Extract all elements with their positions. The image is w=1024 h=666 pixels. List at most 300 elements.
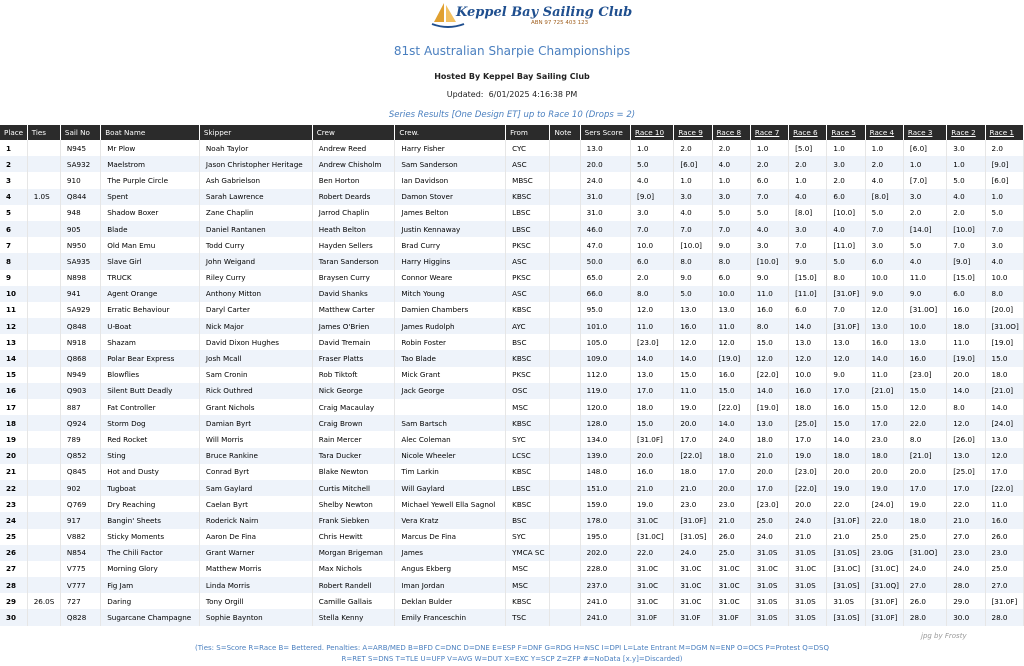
cell-from: KBSC [506, 350, 550, 366]
cell-race-10: 31.0C [631, 577, 674, 593]
cell-race-9: 1.0 [674, 172, 712, 188]
cell-race-2: 30.0 [947, 609, 985, 625]
cell-crew: Rain Mercer [312, 431, 395, 447]
table-row [0, 367, 1024, 383]
cell-boat-name: Old Man Emu [101, 237, 200, 253]
cell-race-8: 31.0C [712, 561, 750, 577]
cell-ties [27, 334, 60, 350]
cell-sail-no: V882 [60, 529, 100, 545]
cell-sail-no: N950 [60, 237, 100, 253]
cell-race-6: 12.0 [789, 350, 827, 366]
cell-race-7: 24.0 [750, 529, 788, 545]
cell-race-3: 22.0 [903, 415, 946, 431]
cell-from: LBSC [506, 221, 550, 237]
cell-race-9: 9.0 [674, 270, 712, 286]
cell-place: 5 [0, 205, 27, 221]
cell-race-2: 28.0 [947, 577, 985, 593]
results-body [0, 140, 1024, 626]
cell-from: PKSC [506, 367, 550, 383]
cell-race-1: 7.0 [985, 221, 1024, 237]
table-row [0, 609, 1024, 625]
cell-race-10: 13.0 [631, 367, 674, 383]
cell-race-5: 9.0 [827, 367, 865, 383]
cell-race-8: 3.0 [712, 189, 750, 205]
cell-crew: Heath Belton [312, 221, 395, 237]
table-row [0, 156, 1024, 172]
cell-crew-2: Will Gaylard [395, 480, 506, 496]
cell-race-10: 4.0 [631, 172, 674, 188]
cell-race-10: 17.0 [631, 383, 674, 399]
cell-note [550, 205, 580, 221]
cell-skipper: Damian Byrt [199, 415, 312, 431]
cell-boat-name: Maelstrom [101, 156, 200, 172]
cell-skipper: Grant Nichols [199, 399, 312, 415]
cell-race-5: [31.0S] [827, 545, 865, 561]
cell-race-1: 18.0 [985, 367, 1024, 383]
cell-race-4: [31.0C] [865, 561, 903, 577]
cell-race-5: 3.0 [827, 156, 865, 172]
cell-note [550, 286, 580, 302]
cell-race-3: 25.0 [903, 529, 946, 545]
cell-ties [27, 464, 60, 480]
cell-race-7: 17.0 [750, 480, 788, 496]
cell-boat-name: Dry Reaching [101, 496, 200, 512]
cell-ties [27, 367, 60, 383]
cell-race-5: 20.0 [827, 464, 865, 480]
cell-race-8: 31.0C [712, 577, 750, 593]
cell-boat-name: Shazam [101, 334, 200, 350]
table-row [0, 512, 1024, 528]
cell-race-4: 25.0 [865, 529, 903, 545]
table-row [0, 270, 1024, 286]
cell-crew: Craig Macaulay [312, 399, 395, 415]
cell-race-4: [31.0F] [865, 593, 903, 609]
cell-note [550, 512, 580, 528]
cell-race-5: 5.0 [827, 253, 865, 269]
cell-crew: Stella Kenny [312, 609, 395, 625]
cell-race-2: 5.0 [947, 172, 985, 188]
cell-race-10: 31.0F [631, 609, 674, 625]
cell-from: AYC [506, 318, 550, 334]
cell-sers-score: 178.0 [580, 512, 630, 528]
cell-race-2: 4.0 [947, 189, 985, 205]
cell-race-2: [19.0] [947, 350, 985, 366]
cell-ties [27, 237, 60, 253]
cell-ties: 26.0S [27, 593, 60, 609]
col-race-3-link[interactable]: Race 3 [903, 125, 946, 140]
cell-crew-2: Damon Stover [395, 189, 506, 205]
cell-place: 3 [0, 172, 27, 188]
cell-ties [27, 270, 60, 286]
cell-race-1: 15.0 [985, 350, 1024, 366]
cell-race-9: 21.0 [674, 480, 712, 496]
cell-note [550, 399, 580, 415]
cell-boat-name: Bangin' Sheets [101, 512, 200, 528]
cell-race-7: 5.0 [750, 205, 788, 221]
cell-skipper: Grant Warner [199, 545, 312, 561]
series-results-heading: Series Results [One Design ET] up to Race 10 (Drops = 2) [388, 110, 636, 120]
cell-race-6: 17.0 [789, 431, 827, 447]
cell-place: 29 [0, 593, 27, 609]
legend-footer [0, 643, 1024, 665]
cell-sers-score: 95.0 [580, 302, 630, 318]
cell-crew-2: Sam Bartsch [395, 415, 506, 431]
cell-sers-score: 159.0 [580, 496, 630, 512]
cell-sers-score: 50.0 [580, 253, 630, 269]
cell-race-4: 23.0 [865, 431, 903, 447]
cell-race-2: 2.0 [947, 205, 985, 221]
cell-race-10: 10.0 [631, 237, 674, 253]
cell-from: PKSC [506, 270, 550, 286]
cell-sail-no: Q868 [60, 350, 100, 366]
cell-skipper: John Weigand [199, 253, 312, 269]
cell-race-2: 16.0 [947, 302, 985, 318]
cell-race-2: 6.0 [947, 286, 985, 302]
cell-race-1: 12.0 [985, 448, 1024, 464]
cell-skipper: Linda Morris [199, 577, 312, 593]
cell-from: BSC [506, 512, 550, 528]
cell-race-2: [26.0] [947, 431, 985, 447]
cell-race-6: 7.0 [789, 237, 827, 253]
cell-boat-name: Storm Dog [101, 415, 200, 431]
cell-race-4: 11.0 [865, 367, 903, 383]
cell-skipper: Bruce Rankine [199, 448, 312, 464]
cell-sers-score: 31.0 [580, 189, 630, 205]
cell-race-9: 3.0 [674, 189, 712, 205]
cell-skipper: Josh Mcall [199, 350, 312, 366]
cell-race-5: 15.0 [827, 415, 865, 431]
cell-place: 20 [0, 448, 27, 464]
cell-race-3: 9.0 [903, 286, 946, 302]
cell-boat-name: Erratic Behaviour [101, 302, 200, 318]
cell-crew: Curtis Mitchell [312, 480, 395, 496]
cell-note [550, 577, 580, 593]
col-boat-name: Boat Name [101, 125, 200, 140]
cell-skipper: Noah Taylor [199, 140, 312, 156]
col-race-7-link[interactable]: Race 7 [750, 125, 788, 140]
col-race-6-link[interactable]: Race 6 [789, 125, 827, 140]
cell-boat-name: Tugboat [101, 480, 200, 496]
cell-race-9: 31.0C [674, 561, 712, 577]
cell-race-1: [6.0] [985, 172, 1024, 188]
cell-note [550, 529, 580, 545]
cell-sail-no: Q844 [60, 189, 100, 205]
cell-race-10: 8.0 [631, 286, 674, 302]
cell-race-7: 25.0 [750, 512, 788, 528]
cell-race-7: 31.0S [750, 593, 788, 609]
cell-race-5: [31.0S] [827, 609, 865, 625]
table-row [0, 140, 1024, 156]
cell-crew: Rob Tiktoft [312, 367, 395, 383]
table-row [0, 561, 1024, 577]
table-header-row [0, 125, 1024, 140]
cell-ties [27, 512, 60, 528]
cell-race-3: 8.0 [903, 431, 946, 447]
cell-skipper: Daryl Carter [199, 302, 312, 318]
cell-crew-2: Sam Sanderson [395, 156, 506, 172]
cell-race-5: [10.0] [827, 205, 865, 221]
cell-sers-score: 120.0 [580, 399, 630, 415]
col-race-8-link[interactable]: Race 8 [712, 125, 750, 140]
table-row [0, 221, 1024, 237]
cell-race-9: [22.0] [674, 448, 712, 464]
cell-sail-no: N854 [60, 545, 100, 561]
cell-race-5: 2.0 [827, 172, 865, 188]
cell-crew: Camille Gallais [312, 593, 395, 609]
cell-race-10: 5.0 [631, 156, 674, 172]
cell-race-1: 16.0 [985, 512, 1024, 528]
cell-race-8: 14.0 [712, 415, 750, 431]
col-race-5-link[interactable]: Race 5 [827, 125, 865, 140]
cell-race-1: 8.0 [985, 286, 1024, 302]
cell-race-4: 7.0 [865, 221, 903, 237]
cell-race-8: 1.0 [712, 172, 750, 188]
cell-race-10: [9.0] [631, 189, 674, 205]
cell-race-3: 27.0 [903, 577, 946, 593]
cell-note [550, 448, 580, 464]
cell-crew-2: James Rudolph [395, 318, 506, 334]
cell-race-10: 18.0 [631, 399, 674, 415]
cell-race-8: [19.0] [712, 350, 750, 366]
cell-race-9: [31.0F] [674, 512, 712, 528]
cell-race-10: 16.0 [631, 464, 674, 480]
page-title: 81st Australian Sharpie Championships [393, 44, 631, 58]
cell-skipper: Aaron De Fina [199, 529, 312, 545]
cell-race-4: 23.0G [865, 545, 903, 561]
cell-race-7: 6.0 [750, 172, 788, 188]
cell-race-3: [6.0] [903, 140, 946, 156]
cell-race-7: 16.0 [750, 302, 788, 318]
cell-race-4: 16.0 [865, 334, 903, 350]
cell-race-8: 6.0 [712, 270, 750, 286]
col-race-4-link[interactable]: Race 4 [865, 125, 903, 140]
cell-crew-2: Marcus De Fina [395, 529, 506, 545]
cell-crew: Jarrod Chaplin [312, 205, 395, 221]
cell-from: TSC [506, 609, 550, 625]
cell-race-7: 21.0 [750, 448, 788, 464]
cell-race-6: 9.0 [789, 253, 827, 269]
cell-race-1: 17.0 [985, 464, 1024, 480]
col-note: Note [550, 125, 580, 140]
cell-race-10: 31.0C [631, 512, 674, 528]
cell-skipper: Rick Outhred [199, 383, 312, 399]
cell-race-3: 26.0 [903, 593, 946, 609]
cell-race-1: 4.0 [985, 253, 1024, 269]
cell-note [550, 156, 580, 172]
cell-race-10: 19.0 [631, 496, 674, 512]
cell-skipper: Daniel Rantanen [199, 221, 312, 237]
table-row [0, 448, 1024, 464]
cell-ties [27, 399, 60, 415]
cell-ties [27, 561, 60, 577]
cell-ties [27, 221, 60, 237]
cell-race-4: 18.0 [865, 448, 903, 464]
cell-race-6: [11.0] [789, 286, 827, 302]
cell-place: 10 [0, 286, 27, 302]
cell-place: 24 [0, 512, 27, 528]
cell-note [550, 367, 580, 383]
cell-crew-2: Ian Davidson [395, 172, 506, 188]
cell-race-8: 26.0 [712, 529, 750, 545]
cell-sers-score: 66.0 [580, 286, 630, 302]
cell-race-10: 31.0C [631, 593, 674, 609]
col-race-1-link[interactable]: Race 1 [985, 125, 1024, 140]
cell-race-1: 25.0 [985, 561, 1024, 577]
cell-race-8: 24.0 [712, 431, 750, 447]
cell-crew: Robert Deards [312, 189, 395, 205]
cell-race-6: 13.0 [789, 334, 827, 350]
cell-race-7: 18.0 [750, 431, 788, 447]
table-row [0, 577, 1024, 593]
cell-sail-no: Q828 [60, 609, 100, 625]
cell-note [550, 253, 580, 269]
cell-race-7: 20.0 [750, 464, 788, 480]
cell-from: LCSC [506, 448, 550, 464]
cell-race-7: 12.0 [750, 350, 788, 366]
cell-crew-2: Michael Yewell Ella Sagnol [395, 496, 506, 512]
cell-race-9: 4.0 [674, 205, 712, 221]
cell-crew: Craig Brown [312, 415, 395, 431]
cell-race-7: 2.0 [750, 156, 788, 172]
cell-crew: Chris Hewitt [312, 529, 395, 545]
col-ties: Ties [27, 125, 60, 140]
cell-place: 14 [0, 350, 27, 366]
table-row [0, 318, 1024, 334]
cell-crew-2: Robin Foster [395, 334, 506, 350]
cell-race-5: 14.0 [827, 431, 865, 447]
cell-race-4: [8.0] [865, 189, 903, 205]
cell-sail-no: Q852 [60, 448, 100, 464]
cell-race-4: [24.0] [865, 496, 903, 512]
cell-place: 8 [0, 253, 27, 269]
cell-race-4: 9.0 [865, 286, 903, 302]
cell-race-4: 6.0 [865, 253, 903, 269]
cell-crew: David Shanks [312, 286, 395, 302]
cell-race-3: [31.0O] [903, 302, 946, 318]
cell-sail-no: 887 [60, 399, 100, 415]
cell-race-4: 14.0 [865, 350, 903, 366]
cell-race-1: 5.0 [985, 205, 1024, 221]
cell-race-10: 3.0 [631, 205, 674, 221]
cell-boat-name: Spent [101, 189, 200, 205]
cell-crew-2: Damien Chambers [395, 302, 506, 318]
photo-credit: jpg by Frosty [921, 632, 967, 640]
cell-note [550, 480, 580, 496]
cell-ties [27, 431, 60, 447]
cell-note [550, 221, 580, 237]
cell-sers-score: 20.0 [580, 156, 630, 172]
cell-race-10: 12.0 [631, 302, 674, 318]
cell-race-5: 18.0 [827, 448, 865, 464]
cell-race-8: 18.0 [712, 448, 750, 464]
cell-boat-name: Morning Glory [101, 561, 200, 577]
cell-boat-name: Hot and Dusty [101, 464, 200, 480]
cell-race-1: 13.0 [985, 431, 1024, 447]
cell-race-8: 31.0F [712, 609, 750, 625]
cell-race-5: 6.0 [827, 189, 865, 205]
cell-race-8: 7.0 [712, 221, 750, 237]
cell-ties [27, 480, 60, 496]
cell-skipper: Jason Christopher Heritage [199, 156, 312, 172]
cell-race-1: 1.0 [985, 189, 1024, 205]
col-race-2-link[interactable]: Race 2 [947, 125, 985, 140]
cell-race-1: 14.0 [985, 399, 1024, 415]
cell-sers-score: 101.0 [580, 318, 630, 334]
cell-sail-no: N949 [60, 367, 100, 383]
cell-skipper: Caelan Byrt [199, 496, 312, 512]
updated-line [0, 90, 1024, 99]
cell-race-5: [31.0C] [827, 561, 865, 577]
cell-from: MSC [506, 577, 550, 593]
col-race-10-link[interactable]: Race 10 [631, 125, 674, 140]
col-place: Place [0, 125, 27, 140]
cell-from: SYC [506, 431, 550, 447]
cell-race-2: 23.0 [947, 545, 985, 561]
cell-note [550, 609, 580, 625]
cell-sail-no: SA935 [60, 253, 100, 269]
cell-race-5: 22.0 [827, 496, 865, 512]
club-logo-text: Keppel Bay Sailing Club [456, 5, 633, 20]
cell-race-3: 18.0 [903, 512, 946, 528]
cell-race-7: 8.0 [750, 318, 788, 334]
cell-race-10: 22.0 [631, 545, 674, 561]
cell-boat-name: TRUCK [101, 270, 200, 286]
cell-boat-name: Sugarcane Champagne [101, 609, 200, 625]
cell-crew: Andrew Reed [312, 140, 395, 156]
cell-race-1: 3.0 [985, 237, 1024, 253]
col-race-9-link[interactable]: Race 9 [674, 125, 712, 140]
cell-skipper: Sam Cronin [199, 367, 312, 383]
cell-place: 27 [0, 561, 27, 577]
club-abn: ABN 97 725 403 123 [531, 20, 589, 26]
cell-race-2: 11.0 [947, 334, 985, 350]
cell-race-5: 8.0 [827, 270, 865, 286]
col-crew-2: Crew. [395, 125, 506, 140]
cell-ties [27, 253, 60, 269]
cell-crew: Matthew Carter [312, 302, 395, 318]
table-row [0, 480, 1024, 496]
cell-race-8: 25.0 [712, 545, 750, 561]
cell-crew: Tara Ducker [312, 448, 395, 464]
cell-race-6: 18.0 [789, 399, 827, 415]
cell-race-9: 7.0 [674, 221, 712, 237]
cell-crew: Braysen Curry [312, 270, 395, 286]
cell-race-5: 16.0 [827, 399, 865, 415]
cell-race-9: 17.0 [674, 431, 712, 447]
cell-race-6: 31.0S [789, 577, 827, 593]
cell-place: 17 [0, 399, 27, 415]
cell-place: 12 [0, 318, 27, 334]
cell-race-5: [31.0S] [827, 577, 865, 593]
cell-crew: Ben Horton [312, 172, 395, 188]
cell-race-9: 31.0C [674, 593, 712, 609]
cell-race-6: 6.0 [789, 302, 827, 318]
cell-skipper: Sophie Baynton [199, 609, 312, 625]
cell-ties [27, 318, 60, 334]
cell-race-8: 13.0 [712, 302, 750, 318]
cell-race-2: [10.0] [947, 221, 985, 237]
cell-race-4: 20.0 [865, 464, 903, 480]
cell-race-5: 19.0 [827, 480, 865, 496]
cell-race-7: 1.0 [750, 140, 788, 156]
cell-note [550, 496, 580, 512]
cell-race-2: [15.0] [947, 270, 985, 286]
table-row [0, 529, 1024, 545]
cell-crew-2: Jack George [395, 383, 506, 399]
cell-crew: Robert Randell [312, 577, 395, 593]
cell-race-6: 1.0 [789, 172, 827, 188]
cell-race-2: [25.0] [947, 464, 985, 480]
